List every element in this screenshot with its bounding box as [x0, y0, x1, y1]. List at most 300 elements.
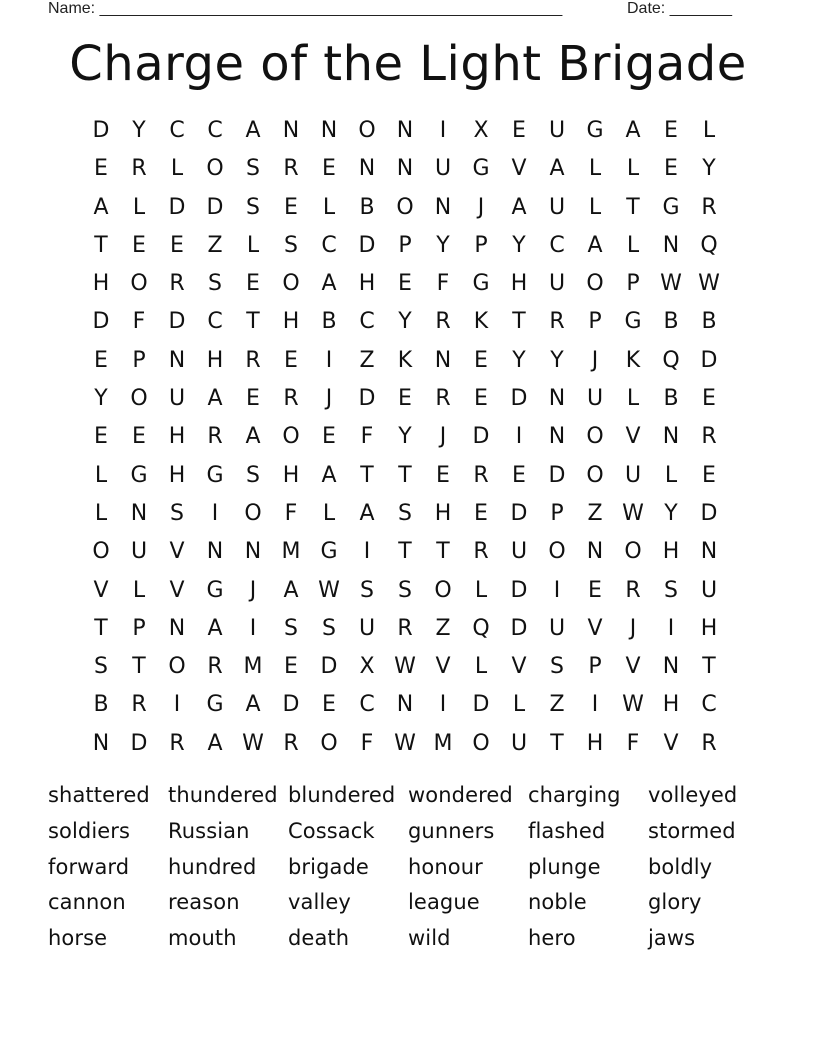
grid-letter: P	[588, 309, 602, 335]
grid-letter: O	[586, 424, 604, 450]
grid-letter: O	[548, 539, 566, 565]
word-bank-item: wondered	[408, 783, 513, 807]
grid-letter: R	[283, 386, 299, 412]
grid-letter: D	[320, 654, 338, 680]
grid-letter: N	[92, 730, 110, 756]
grid-letter: H	[92, 271, 110, 297]
grid-letter: L	[626, 156, 640, 182]
grid-letter: A	[283, 577, 299, 603]
grid-letter: Y	[550, 347, 564, 373]
grid-letter: Y	[512, 347, 526, 373]
grid-letter: D	[92, 118, 110, 143]
grid-letter: O	[282, 424, 300, 450]
grid-letter: F	[436, 271, 450, 297]
grid-letter: I	[667, 615, 675, 641]
grid-letter: E	[246, 271, 260, 297]
grid-letter: A	[625, 118, 641, 143]
grid-letter: E	[512, 118, 526, 143]
grid-letter: L	[170, 156, 184, 182]
grid-letter: R	[549, 309, 565, 335]
grid-letter: N	[320, 118, 338, 143]
grid-letter: E	[322, 424, 336, 450]
grid-letter: U	[700, 577, 718, 603]
grid-letter: J	[629, 615, 637, 641]
word-bank-item: volleyed	[648, 783, 738, 807]
grid-letter: W	[318, 577, 340, 603]
grid-letter: H	[358, 271, 376, 297]
name-date-line	[48, 0, 748, 20]
grid-letter: N	[206, 539, 224, 565]
grid-letter: C	[169, 118, 185, 143]
grid-letter: P	[550, 500, 564, 526]
word-bank-item: forward	[48, 854, 130, 879]
grid-letter: E	[398, 386, 412, 412]
grid-letter: A	[207, 615, 223, 641]
grid-letter: U	[548, 194, 566, 220]
grid-letter: I	[591, 692, 599, 718]
grid-letter: H	[586, 730, 604, 756]
grid-letter: M	[281, 539, 301, 565]
grid-letter: C	[207, 309, 223, 335]
grid-letter: U	[548, 271, 566, 297]
word-bank-item: league	[408, 890, 480, 915]
grid-letter: S	[170, 500, 184, 526]
grid-letter: A	[245, 692, 261, 718]
grid-letter: H	[282, 309, 300, 335]
grid-letter: Y	[398, 309, 412, 335]
grid-letter: D	[358, 232, 376, 258]
grid-letter: M	[243, 654, 263, 680]
grid-letter: C	[321, 232, 337, 258]
grid-letter: I	[439, 692, 447, 718]
grid-letter: O	[92, 539, 110, 565]
grid-letter: N	[548, 424, 566, 450]
grid-letter: T	[436, 539, 450, 565]
grid-letter: R	[283, 156, 299, 182]
grid-letter: H	[206, 347, 224, 373]
grid-letter: E	[474, 386, 488, 412]
grid-letter: L	[512, 692, 526, 718]
grid-letter: F	[360, 424, 374, 450]
grid-letter: O	[320, 730, 338, 756]
grid-letter: W	[622, 500, 644, 526]
grid-letter: P	[474, 232, 488, 258]
grid-letter: A	[549, 156, 565, 182]
grid-letter: A	[207, 386, 223, 412]
grid-letter: C	[207, 118, 223, 143]
grid-letter: O	[168, 654, 186, 680]
grid-letter: V	[169, 577, 185, 603]
grid-letter: Y	[702, 156, 716, 182]
word-bank-item: stormed	[648, 818, 736, 843]
grid-letter: U	[548, 118, 566, 143]
word-bank-item: glory	[648, 890, 702, 915]
grid-letter: V	[625, 654, 641, 680]
grid-letter: N	[548, 386, 566, 412]
grid-letter: V	[435, 654, 451, 680]
grid-letter: D	[358, 386, 376, 412]
grid-letter: S	[208, 271, 222, 297]
grid-letter: D	[472, 424, 490, 450]
grid-letter: D	[168, 309, 186, 335]
grid-letter: K	[625, 347, 641, 373]
grid-letter: R	[435, 309, 451, 335]
grid-letter: H	[510, 271, 528, 297]
grid-letter: F	[132, 309, 146, 335]
grid-letter: B	[359, 194, 375, 220]
grid-letter: L	[626, 232, 640, 258]
word-bank-item: jaws	[648, 926, 696, 951]
grid-letter: N	[168, 347, 186, 373]
grid-letter: U	[130, 539, 148, 565]
word-bank-item: charging	[528, 783, 621, 807]
grid-letter: N	[700, 539, 718, 565]
grid-letter: V	[663, 730, 679, 756]
grid-letter: F	[360, 730, 374, 756]
grid-letter: B	[93, 692, 109, 718]
grid-letter: Z	[549, 692, 565, 718]
grid-letter: L	[132, 577, 146, 603]
grid-letter: S	[246, 194, 260, 220]
grid-letter: N	[358, 156, 376, 182]
grid-letter: G	[472, 271, 490, 297]
grid-letter: S	[398, 577, 412, 603]
grid-letter: S	[284, 615, 298, 641]
word-bank-item: honour	[408, 854, 483, 879]
date-field-label: Date: _______	[627, 0, 732, 17]
grid-letter: I	[553, 577, 561, 603]
grid-letter: R	[207, 654, 223, 680]
grid-letter: E	[94, 347, 108, 373]
grid-letter: D	[510, 386, 528, 412]
grid-letter: R	[131, 692, 147, 718]
grid-letter: T	[512, 309, 526, 335]
grid-letter: J	[591, 347, 599, 373]
grid-letter: V	[511, 654, 527, 680]
grid-letter: B	[701, 309, 717, 335]
grid-letter: E	[512, 462, 526, 488]
grid-letter: R	[701, 194, 717, 220]
grid-letter: J	[249, 577, 257, 603]
grid-letter: U	[434, 156, 452, 182]
grid-letter: N	[244, 539, 262, 565]
grid-letter: T	[398, 462, 412, 488]
grid-letter: P	[132, 615, 146, 641]
word-bank-item: death	[288, 926, 350, 951]
grid-letter: L	[588, 156, 602, 182]
grid-letter: R	[625, 577, 641, 603]
grid-letter: V	[169, 539, 185, 565]
grid-letter: U	[510, 539, 528, 565]
word-bank-item: cannon	[48, 890, 126, 915]
name-field-label: Name: ____________________________________________________	[48, 0, 563, 17]
grid-letter: N	[662, 232, 680, 258]
grid-letter: S	[246, 156, 260, 182]
grid-letter: G	[206, 692, 224, 718]
grid-letter: G	[206, 577, 224, 603]
grid-letter: Q	[700, 232, 718, 258]
grid-letter: H	[662, 539, 680, 565]
grid-letter: B	[663, 386, 679, 412]
grid-letter: T	[94, 615, 108, 641]
grid-letter: H	[168, 462, 186, 488]
grid-letter: I	[515, 424, 523, 450]
grid-letter: M	[433, 730, 453, 756]
grid-letter: V	[93, 577, 109, 603]
grid-letter: U	[586, 386, 604, 412]
grid-letter: O	[358, 118, 376, 143]
grid-letter: S	[360, 577, 374, 603]
grid-letter: A	[321, 462, 337, 488]
grid-letter: C	[701, 692, 717, 718]
grid-letter: D	[510, 615, 528, 641]
grid-letter: L	[94, 462, 108, 488]
grid-letter: T	[702, 654, 716, 680]
grid-letter: G	[130, 462, 148, 488]
grid-letter: A	[245, 424, 261, 450]
grid-letter: Y	[398, 424, 412, 450]
grid-letter: E	[588, 577, 602, 603]
grid-letter: O	[282, 271, 300, 297]
grid-letter: E	[702, 462, 716, 488]
grid-letter: T	[94, 232, 108, 258]
page-title: Charge of the Light Brigade	[69, 36, 747, 92]
grid-letter: N	[434, 347, 452, 373]
grid-letter: Z	[207, 232, 223, 258]
grid-letter: S	[664, 577, 678, 603]
grid-letter: L	[664, 462, 678, 488]
grid-letter: E	[94, 424, 108, 450]
grid-letter: K	[473, 309, 489, 335]
grid-letter: I	[325, 347, 333, 373]
grid-letter: W	[698, 271, 720, 297]
grid-letter: Z	[359, 347, 375, 373]
grid-letter: O	[434, 577, 452, 603]
word-bank-item: noble	[528, 890, 587, 915]
grid-letter: T	[246, 309, 260, 335]
grid-letter: A	[207, 730, 223, 756]
grid-letter: E	[284, 347, 298, 373]
letter-grid	[82, 112, 728, 763]
grid-letter: D	[130, 730, 148, 756]
grid-letter: A	[321, 271, 337, 297]
grid-letter: V	[511, 156, 527, 182]
grid-letter: G	[206, 462, 224, 488]
grid-letter: D	[510, 577, 528, 603]
grid-letter: I	[439, 118, 447, 143]
word-bank-item: horse	[48, 926, 108, 951]
grid-letter: S	[322, 615, 336, 641]
grid-letter: Y	[132, 118, 146, 143]
word-bank-item: valley	[288, 890, 351, 915]
grid-letter: I	[173, 692, 181, 718]
grid-letter: R	[701, 730, 717, 756]
grid-letter: J	[439, 424, 447, 450]
grid-letter: E	[664, 156, 678, 182]
grid-letter: L	[474, 577, 488, 603]
grid-letter: R	[245, 347, 261, 373]
grid-letter: I	[363, 539, 371, 565]
grid-letter: N	[282, 118, 300, 143]
grid-letter: W	[394, 730, 416, 756]
grid-letter: S	[284, 232, 298, 258]
grid-letter: U	[624, 462, 642, 488]
word-bank-item: boldly	[648, 854, 713, 879]
word-bank-item: brigade	[288, 854, 369, 879]
word-bank-item: wild	[408, 926, 451, 951]
word-bank-item: thundered	[168, 783, 278, 807]
grid-letter: D	[168, 194, 186, 220]
grid-letter: R	[169, 271, 185, 297]
grid-letter: U	[510, 730, 528, 756]
grid-letter: P	[626, 271, 640, 297]
grid-letter: O	[396, 194, 414, 220]
grid-letter: A	[511, 194, 527, 220]
grid-letter: R	[701, 424, 717, 450]
grid-letter: A	[359, 500, 375, 526]
grid-letter: Q	[662, 347, 680, 373]
grid-letter: E	[436, 462, 450, 488]
grid-letter: E	[474, 347, 488, 373]
grid-letter: I	[249, 615, 257, 641]
grid-letter: A	[587, 232, 603, 258]
grid-letter: T	[132, 654, 146, 680]
grid-letter: J	[325, 386, 333, 412]
grid-letter: H	[662, 692, 680, 718]
grid-letter: Y	[512, 232, 526, 258]
grid-letter: E	[322, 692, 336, 718]
grid-letter: N	[396, 692, 414, 718]
grid-letter: E	[664, 118, 678, 143]
grid-letter: S	[246, 462, 260, 488]
grid-letter: X	[473, 118, 489, 143]
grid-letter: H	[168, 424, 186, 450]
grid-letter: N	[434, 194, 452, 220]
grid-letter: A	[245, 118, 261, 143]
grid-letter: G	[320, 539, 338, 565]
grid-letter: D	[700, 347, 718, 373]
grid-letter: T	[550, 730, 564, 756]
grid-letter: E	[322, 156, 336, 182]
grid-letter: D	[548, 462, 566, 488]
grid-letter: E	[132, 424, 146, 450]
grid-letter: Y	[664, 500, 678, 526]
grid-letter: Z	[587, 500, 603, 526]
grid-letter: H	[282, 462, 300, 488]
grid-letter: C	[359, 309, 375, 335]
grid-letter: W	[622, 692, 644, 718]
grid-letter: D	[700, 500, 718, 526]
grid-letter: L	[626, 386, 640, 412]
grid-letter: D	[206, 194, 224, 220]
grid-letter: L	[322, 500, 336, 526]
grid-letter: V	[625, 424, 641, 450]
grid-letter: O	[586, 462, 604, 488]
grid-letter: W	[242, 730, 264, 756]
grid-letter: N	[396, 118, 414, 143]
grid-letter: L	[94, 500, 108, 526]
grid-letter: G	[472, 156, 490, 182]
grid-letter: A	[93, 194, 109, 220]
grid-letter: C	[359, 692, 375, 718]
grid-letter: L	[474, 654, 488, 680]
grid-letter: O	[130, 271, 148, 297]
grid-letter: F	[284, 500, 298, 526]
grid-letter: E	[474, 500, 488, 526]
word-bank-item: plunge	[528, 854, 601, 879]
grid-letter: O	[130, 386, 148, 412]
grid-letter: V	[587, 615, 603, 641]
grid-letter: E	[284, 654, 298, 680]
grid-letter: L	[322, 194, 336, 220]
grid-letter: R	[207, 424, 223, 450]
grid-letter: S	[550, 654, 564, 680]
grid-letter: G	[662, 194, 680, 220]
grid-letter: U	[168, 386, 186, 412]
grid-letter: O	[624, 539, 642, 565]
grid-letter: S	[398, 500, 412, 526]
word-bank-item: Russian	[168, 818, 250, 843]
grid-letter: Q	[472, 615, 490, 641]
word-bank-item: mouth	[168, 926, 237, 951]
grid-letter: R	[435, 386, 451, 412]
grid-letter: R	[283, 730, 299, 756]
grid-letter: Y	[94, 386, 108, 412]
word-bank-item: hundred	[168, 854, 257, 879]
grid-letter: E	[702, 386, 716, 412]
grid-letter: W	[394, 654, 416, 680]
grid-letter: Y	[436, 232, 450, 258]
grid-letter: R	[169, 730, 185, 756]
word-bank-item: shattered	[48, 783, 150, 807]
word-bank-item: reason	[168, 890, 240, 915]
grid-letter: N	[586, 539, 604, 565]
grid-letter: N	[168, 615, 186, 641]
grid-letter: W	[660, 271, 682, 297]
grid-letter: R	[397, 615, 413, 641]
grid-letter: D	[510, 500, 528, 526]
grid-letter: S	[94, 654, 108, 680]
word-bank	[48, 778, 768, 957]
grid-letter: N	[662, 654, 680, 680]
grid-letter: D	[92, 309, 110, 335]
grid-letter: D	[282, 692, 300, 718]
grid-letter: J	[477, 194, 485, 220]
grid-letter: R	[473, 539, 489, 565]
grid-letter: N	[662, 424, 680, 450]
word-bank-item: flashed	[528, 818, 606, 843]
word-bank-item: soldiers	[48, 818, 131, 843]
grid-letter: F	[626, 730, 640, 756]
word-bank-item: hero	[528, 926, 576, 951]
grid-letter: G	[586, 118, 604, 143]
grid-letter: E	[94, 156, 108, 182]
grid-letter: C	[549, 232, 565, 258]
grid-letter: E	[398, 271, 412, 297]
grid-letter: U	[358, 615, 376, 641]
grid-letter: P	[132, 347, 146, 373]
grid-letter: T	[398, 539, 412, 565]
grid-letter: L	[246, 232, 260, 258]
grid-letter: O	[244, 500, 262, 526]
grid-letter: T	[360, 462, 374, 488]
grid-letter: L	[132, 194, 146, 220]
grid-letter: B	[663, 309, 679, 335]
grid-letter: R	[473, 462, 489, 488]
grid-letter: I	[211, 500, 219, 526]
word-bank-item: Cossack	[288, 818, 375, 843]
grid-letter: E	[246, 386, 260, 412]
